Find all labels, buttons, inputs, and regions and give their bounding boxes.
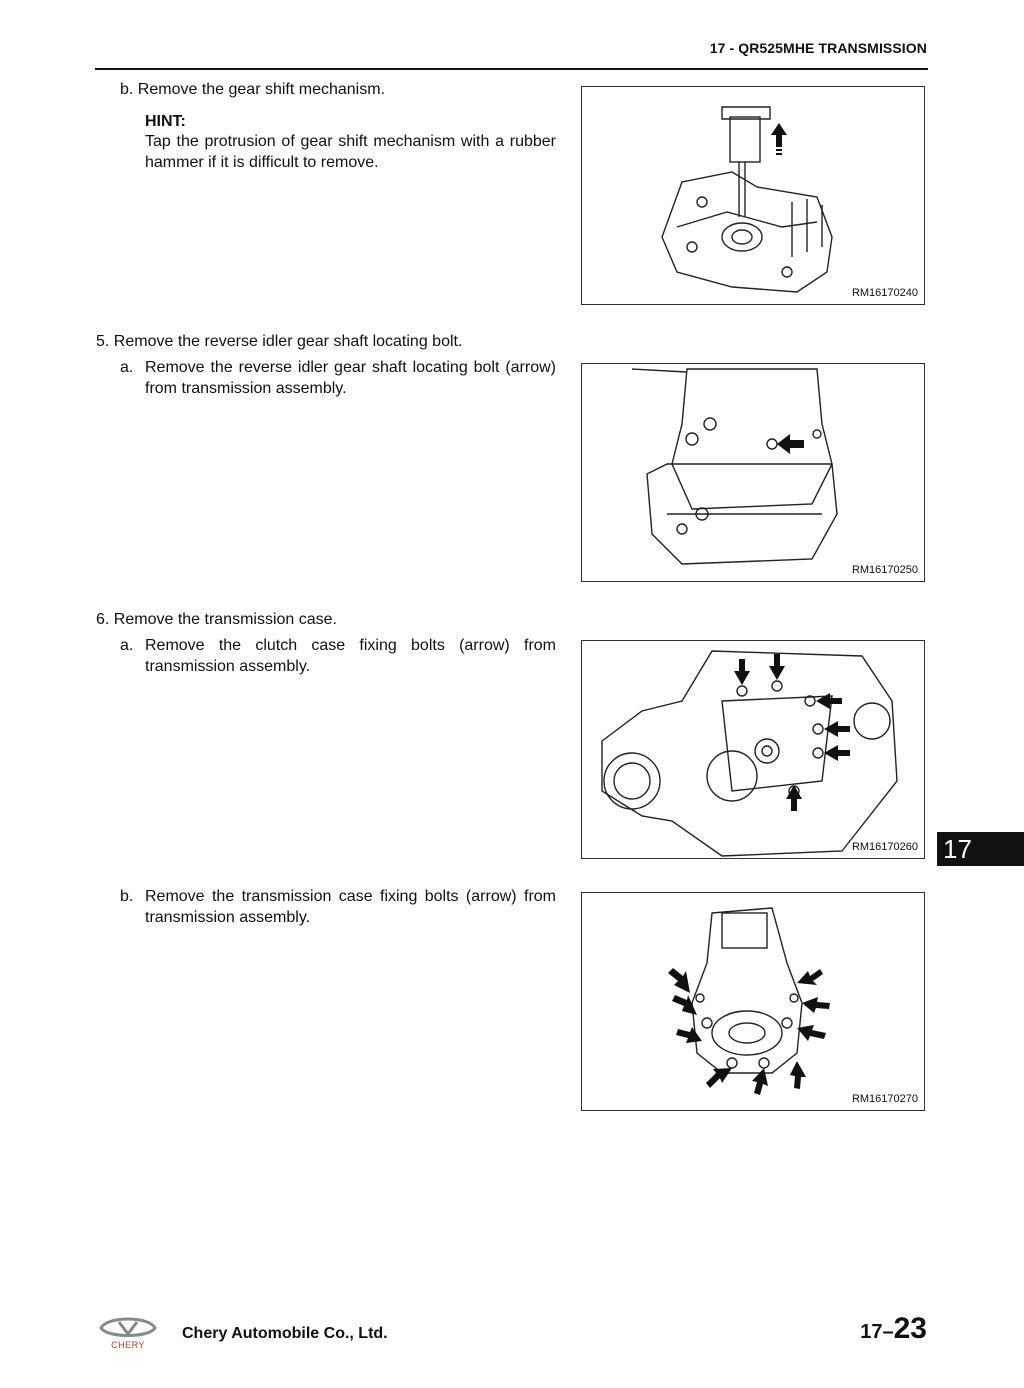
page-num: 23 <box>893 1312 927 1345</box>
arrow-icon <box>769 654 785 680</box>
page-header-title: 17 - QR525MHE TRANSMISSION <box>709 40 927 56</box>
step-6a-text: Remove the clutch case fixing bolts (arrow) from transmission assembly. <box>145 637 556 675</box>
arrow-icon <box>790 1061 806 1089</box>
figure-code: RM16170250 <box>851 564 918 576</box>
step-5a-text: Remove the reverse idler gear shaft locating bolt (arrow) from transmission assembly. <box>145 359 556 397</box>
gear-shift-illustration <box>582 87 925 305</box>
arrow-icon <box>797 969 823 985</box>
step-5a-prefix: a. <box>120 359 134 376</box>
arrow-icon <box>777 434 804 454</box>
reverse-idler-illustration <box>582 364 925 582</box>
arrow-icon <box>824 745 850 761</box>
page-number <box>860 1312 927 1346</box>
arrow-icon <box>786 785 802 811</box>
arrow-icon <box>816 693 842 709</box>
arrow-icon <box>802 997 830 1013</box>
step-5-title: 5. Remove the reverse idler gear shaft locating bolt. <box>96 333 463 350</box>
arrow-icon <box>734 659 750 685</box>
hint-text: Tap the protrusion of gear shift mechanism with a rubber hammer if it is difficult to remove. <box>145 133 556 171</box>
up-arrow-icon <box>771 123 787 155</box>
chery-logo-icon <box>97 1314 159 1350</box>
step-b-gear-shift: b. Remove the gear shift mechanism. <box>120 81 386 98</box>
figure-transmission-case-bolts <box>581 892 925 1111</box>
footer-company: Chery Automobile Co., Ltd. <box>182 1325 388 1342</box>
arrow-icon <box>752 1068 768 1095</box>
figure-code: RM16170240 <box>851 287 918 299</box>
arrow-icon <box>668 968 690 993</box>
figure-gear-shift-mechanism <box>581 86 925 305</box>
page-section: 17– <box>860 1321 894 1343</box>
header-divider <box>95 68 928 70</box>
logo-text: CHERY <box>111 1340 145 1350</box>
chapter-tab: 17 <box>937 832 1024 866</box>
arrow-icon <box>797 1025 826 1041</box>
figure-reverse-idler-bolt <box>581 363 925 582</box>
chery-logo <box>97 1314 159 1350</box>
step-6-title: 6. Remove the transmission case. <box>96 611 337 628</box>
figure-code: RM16170270 <box>851 1093 918 1105</box>
transmission-case-illustration <box>582 893 925 1111</box>
step-6a-prefix: a. <box>120 637 134 654</box>
arrow-icon <box>706 1068 732 1088</box>
arrow-icon <box>676 1027 702 1043</box>
clutch-case-illustration <box>582 641 925 859</box>
step-6b-prefix: b. <box>120 888 134 905</box>
hint-label: HINT: <box>145 113 186 130</box>
step-6b-text: Remove the transmission case fixing bolts (arrow) from transmission assembly. <box>145 888 556 926</box>
figure-clutch-case-bolts <box>581 640 925 859</box>
figure-code: RM16170260 <box>851 841 918 853</box>
